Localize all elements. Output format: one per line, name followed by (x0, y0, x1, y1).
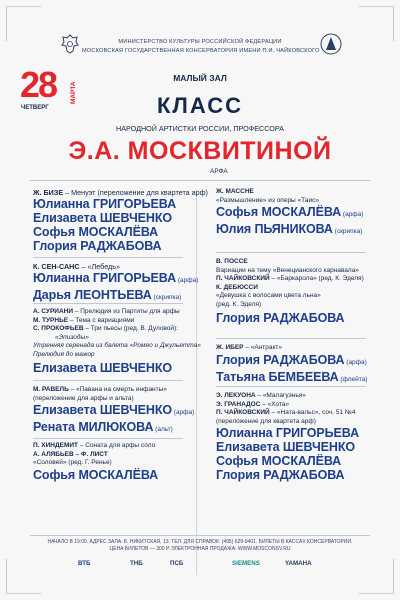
performer-instrument: (арфа) (171, 409, 195, 416)
sponsor-logo-siemens: SIEMENS (232, 560, 260, 567)
section-divider (33, 438, 183, 439)
work-title: (переложение для квартета арф) (216, 417, 316, 425)
russian-coat-of-arms-icon (60, 33, 80, 55)
program-item (216, 344, 367, 387)
performer-name: Елизавета ШЕВЧЕНКО (33, 211, 172, 225)
footer-divider (30, 535, 370, 536)
composer-name: Ж. МАССНЕ (216, 188, 254, 195)
date-month: МАРТА (70, 81, 77, 104)
work-title: – Тема с вариациями (68, 316, 135, 324)
work-title: – «Ната-вальс», соч. 51 №4 (269, 409, 356, 416)
hall-name: МАЛЫЙ ЗАЛ (173, 73, 227, 83)
composer-name: К. СЕН-САНС (33, 262, 80, 271)
program-item (33, 188, 208, 253)
performer-name: Глория РАДЖАБОВА (33, 239, 162, 253)
work-title: Утренняя серенада из балета «Ромео и Джульетта» (33, 342, 201, 349)
composer-name: М. ТУРНЬЕ (33, 316, 69, 324)
sponsor-logo-psb: ПСБ (170, 560, 184, 567)
performer-instrument: (арфа) (344, 358, 367, 366)
composer-name: Ж. БИЗЕ (33, 188, 64, 197)
work-title: «Девушка с волосами цвета льна» (216, 292, 321, 299)
section-divider (33, 257, 183, 258)
corner-ornament (6, 6, 41, 41)
performer-name: Юлия ПЬЯНИКОВА (216, 222, 333, 236)
performer-name: Рената МИЛЮКОВА (33, 420, 154, 434)
performer-instrument: (скрипка) (151, 294, 182, 301)
section-divider (33, 303, 183, 304)
performer-name: Елизавета ШЕВЧЕНКО (33, 361, 172, 375)
work-title: «Размышление» из оперы «Таис» (216, 196, 319, 204)
conservatory-line: МОСКОВСКАЯ ГОСУДАРСТВЕННАЯ КОНСЕРВАТОРИЯ ИМЕНИ П.И. ЧАЙКОВСКОГО (82, 48, 320, 54)
program-item (216, 258, 364, 325)
instrument: АРФА (210, 168, 228, 175)
work-title: – Менуэт (переложение для квартета арф) (63, 188, 208, 197)
header-divider (30, 180, 370, 181)
composer-name: В. ПОССЕ (216, 258, 248, 265)
performer-name: Елизавета ШЕВЧЕНКО (33, 403, 172, 417)
performer-name: Дарья ЛЕОНТЬЕВА (33, 288, 152, 302)
composer-name: П. ЧАЙКОВСКИЙ (216, 275, 270, 282)
performer-name: Глория РАДЖАБОВА (216, 311, 345, 325)
program-item (216, 188, 363, 239)
work-title: – «Баркарола» (ред. К. Эделя) (269, 275, 364, 282)
performer-name: Глория РАДЖАБОВА (216, 352, 345, 367)
section-divider (216, 386, 366, 387)
performer-name: Юлианна ГРИГОРЬЕВА (216, 426, 360, 440)
work-title: – Прелюдия из Партиты для арфы (73, 308, 180, 315)
performer-name: Софья МОСКАЛЁВА (33, 467, 159, 482)
work-title: – Три пьесы (ред. В. Дуловой): (83, 325, 179, 332)
ministry-line: МИНИСТЕРСТВО КУЛЬТУРЫ РОССИЙСКОЙ ФЕДЕРАЦИИ (118, 39, 282, 45)
work-title: – Соната для арфы соло (78, 442, 156, 449)
corner-ornament (359, 6, 394, 41)
program-item (33, 386, 194, 437)
composer-name: К. ДЕБЮССИ (216, 283, 258, 291)
work-title: – «Павана на смерть инфанты» (68, 386, 167, 393)
conservatory-logo-icon (320, 32, 342, 56)
performer-name: Софья МОСКАЛЁВА (216, 454, 342, 468)
date-weekday: ЧЕТВЕРГ (21, 105, 49, 111)
composer-name: А. СУРИАНИ (33, 308, 74, 315)
performer-name: Юлианна ГРИГОРЬЕВА (33, 197, 177, 211)
performer-name: Юлианна ГРИГОРЬЕВА (33, 271, 177, 285)
performer-instrument: (скрипка) (332, 228, 363, 235)
composer-name: Э. ГРАНАДОС (216, 400, 261, 408)
performer-instrument: (арфа) (176, 277, 199, 284)
work-title: – «Хота» (260, 400, 290, 408)
program-item (33, 308, 201, 375)
program-item (33, 262, 198, 305)
performer-instrument: (флейта) (338, 375, 368, 383)
program-item (33, 442, 158, 482)
composer-name: Э. ЛЕКУОНА (216, 392, 256, 399)
work-title: Прелюдия до мажор (33, 350, 95, 358)
performer-name: Софья МОСКАЛЁВА (33, 225, 159, 239)
sponsor-logo-vtb: ВТБ (78, 560, 91, 567)
subtitle: НАРОДНОЙ АРТИСТКИ РОССИИ, ПРОФЕССОРА (116, 124, 284, 133)
work-title: «Эпизоды» (55, 333, 89, 341)
section-divider (216, 252, 366, 253)
corner-ornament (6, 559, 41, 594)
performer-name: Глория РАДЖАБОВА (216, 468, 345, 482)
composer-name: П. ХИНДЕМИТ (33, 442, 79, 449)
corner-ornament (359, 559, 394, 594)
performer-instrument: (альт) (153, 426, 173, 433)
work-title: – «Антракт» (243, 344, 282, 351)
work-title: (ред. К. Эделя) (216, 300, 262, 308)
work-title: – «Лебедь» (79, 262, 120, 271)
performer-name: Елизавета ШЕВЧЕНКО (216, 440, 355, 454)
work-title: Вариации на тему «Венецианского карнавала» (216, 266, 359, 274)
footer-tickets: ЦЕНА БИЛЕТОВ — 300 Р. ЭЛЕКТРОННАЯ ПРОДАЖА: WWW.MOSCONSV.RU (109, 546, 291, 552)
composer-name: П. ЧАЙКОВСКИЙ (216, 409, 270, 416)
section-divider (33, 380, 183, 381)
composer-name: С. ПРОКОФЬЕВ (33, 325, 84, 332)
sponsor-logo-yamaha: YAMAHA (285, 560, 312, 567)
composer-name: А. АЛЯБЬЕВ – Ф. ЛИСТ (33, 450, 108, 458)
performer-instrument: (арфа) (341, 211, 364, 218)
teacher-name: Э.А. МОСКВИТИНОЙ (68, 137, 332, 165)
section-divider (216, 338, 366, 339)
page-title: КЛАСС (157, 93, 243, 118)
work-title: – «Малагуэнья» (255, 392, 306, 399)
composer-name: Ж. ИБЕР (216, 344, 244, 351)
footer-info: НАЧАЛО В 19:00. АДРЕС ЗАЛА: Б. НИКИТСКАЯ, 13. ТЕЛ. ДЛЯ СПРАВОК: (495) 629-9401. БИЛЕТЫ В КАССАХ КОНСЕРВАТОРИИ. (47, 539, 353, 545)
work-title: «Соловей» (ред. Г. Ренье) (33, 459, 112, 466)
sponsor-logo-tnb: ТНБ (130, 560, 143, 567)
performer-name: Татьяна БЕМБЕЕВА (216, 369, 339, 384)
work-title: (переложение для арфы и альта) (33, 394, 134, 402)
composer-name: М. РАВЕЛЬ (33, 386, 69, 393)
date-day: 28 (20, 64, 57, 105)
program-item (216, 392, 359, 482)
performer-name: Софья МОСКАЛЁВА (216, 205, 342, 219)
